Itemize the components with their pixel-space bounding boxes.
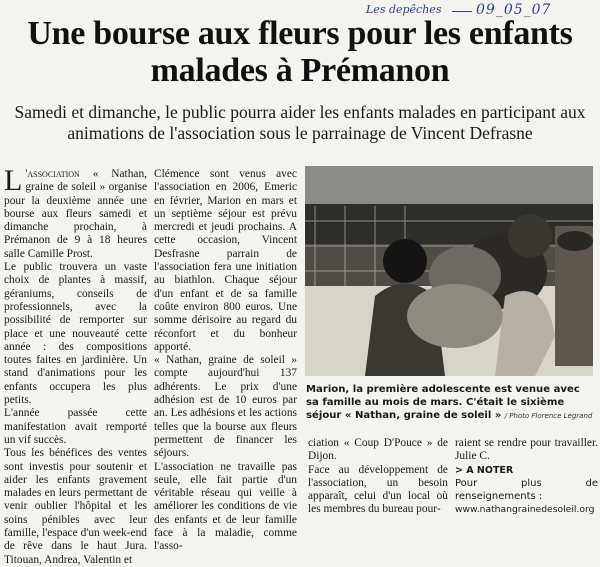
website-link[interactable]: www.nathangrainedesoleil.org	[455, 503, 595, 515]
stamp-source: Les depêches	[366, 3, 442, 16]
article-column-1	[4, 164, 147, 567]
paragraph: « Nathan, graine de soleil » compte aujourd'hui 137 adhérents. Le prix d'une adhésion est de 10 euros par an. Les adhésions et les actions telles que la bourse aux fleurs permettent de financer les séjours.	[154, 354, 297, 460]
paragraph: L'année passée cette manifestation avait remporté un vif succès.	[4, 407, 147, 446]
article-photo	[305, 166, 593, 376]
headline: Une bourse aux fleurs pour les enfants malades à Prémanon	[27, 15, 573, 89]
paragraph: Face au développement de l'association, un besoin apparaît, celui d'un local où les membres du bureau pour-	[308, 463, 448, 516]
article-column-4	[455, 437, 598, 516]
photo-credit: / Photo Florence Legrand	[504, 412, 593, 420]
photo-caption	[306, 383, 596, 423]
photo-illustration	[305, 166, 593, 376]
paragraph	[4, 164, 147, 261]
paragraph-text: « Nathan, graine de soleil » organise pour la deuxième année une bourse aux fleurs samedi et dimanche prochain, à Prémanon de 9 à 18 heures salle Camille Prost.	[4, 168, 147, 260]
paragraph: L'association ne travaille pas seule, elle fait partie d'un véritable réseau qui veille à améliorer les conditions de vie des enfants et de leur famille face à la maladie, comme l'asso-	[154, 460, 297, 553]
caption-text: Marion, la première adolescente est venue avec sa famille au mois de mars. C'était le sixième séjour « Nathan, graine de soleil »	[306, 384, 580, 421]
note-label: > A NOTER	[455, 464, 514, 476]
drop-cap: L	[4, 164, 23, 197]
note-text: Pour plus de renseignements :	[455, 477, 598, 502]
article-column-2	[154, 168, 297, 554]
stamp-underline	[452, 11, 472, 12]
subtitle: Samedi et dimanche, le public pourra aider les enfants malades en participant aux animations de l'association sous le parrainage de Vincent Defrasne	[14, 102, 586, 143]
article-column-3	[308, 437, 448, 517]
paragraph: Le public trouvera un vaste choix de plantes à massif, géraniums, conseils de professionnels, avec la possibilité de remporter sur place et une nouveauté cette année : des compositions toutes faites en jardinière. Un stand d'animations pour les enfants occupera les plus petits.	[4, 261, 147, 407]
paragraph: ciation « Coup D'Pouce » de Dijon.	[308, 437, 448, 463]
paragraph: Clémence sont venus avec l'association en 2006, Emeric en février, Marion en mars et un septième séjour est prévu mercredi et jeudi prochains. A cette occasion, Vincent Desfrasne parrain de l'association fera une initiation au biathlon. Chaque séjour d'un enfant et de sa famille coûte environ 800 euros. Une somme dérisoire au regard du réconfort et du bonheur apporté.	[154, 168, 297, 353]
lead-smallcaps: 'association	[25, 168, 80, 180]
paragraph: raient se rendre pour travailler. Julie C.	[455, 437, 598, 463]
paragraph: Tous les bénéfices des ventes sont investis pour soutenir et aider les enfants gravement malades en leurs permettant de venir oublier l'hôpital et les soins pénibles avec leur famille, l'espace d'un week-end de rêve dans le haut Jura. Titouan, Andrea, Valentin et	[4, 447, 147, 566]
stamp-date: 09_05_07	[476, 2, 552, 18]
